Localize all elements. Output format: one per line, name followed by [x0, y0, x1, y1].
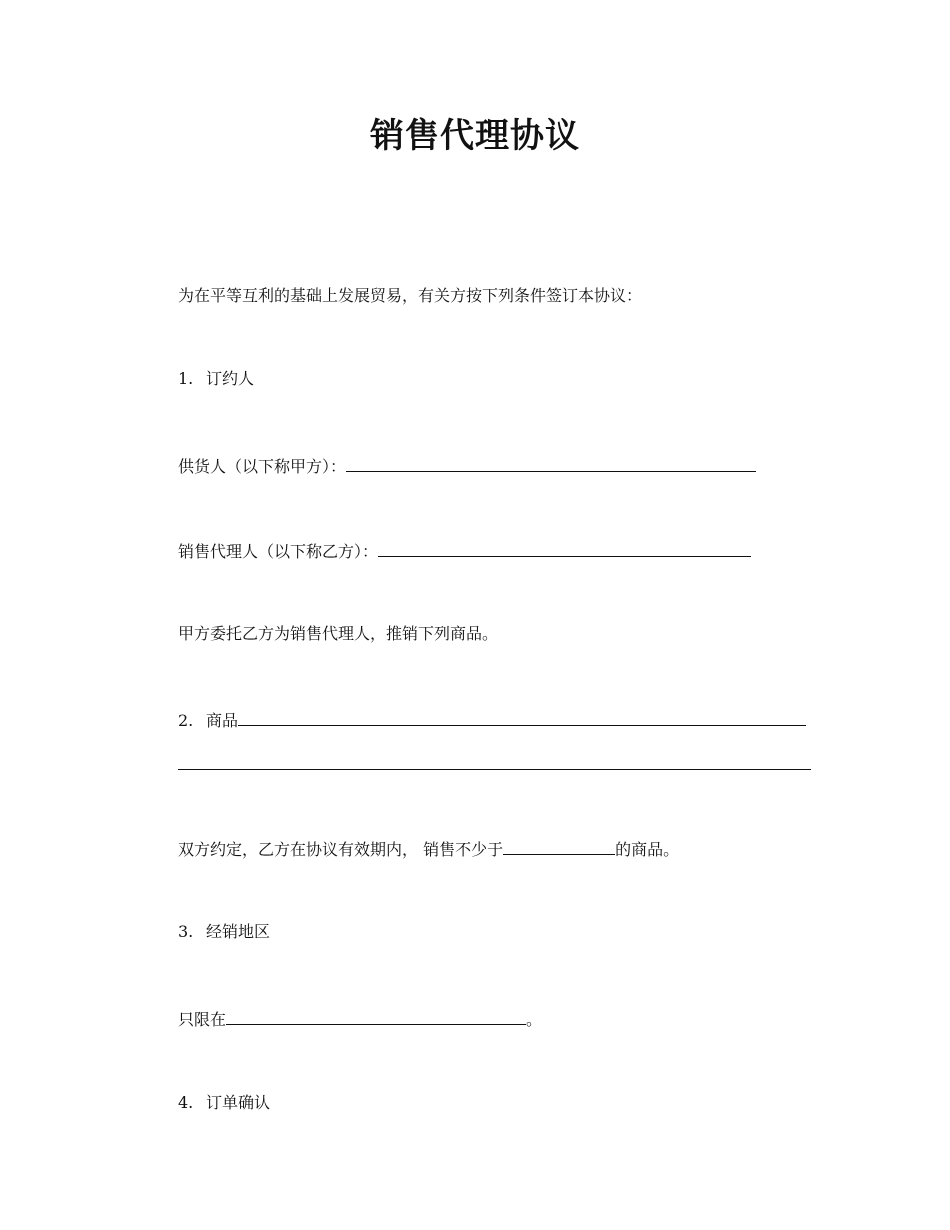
- minimum-sales-suffix: 的商品。: [615, 840, 680, 859]
- section-heading-3: [178, 920, 270, 944]
- section-title: 订单确认: [206, 1093, 271, 1112]
- section-title: 商品: [206, 711, 239, 730]
- section-heading-2: [178, 707, 806, 731]
- minimum-sales-line: [178, 836, 679, 860]
- entrust-paragraph: 甲方委托乙方为销售代理人，推销下列商品。: [178, 624, 499, 643]
- territory-line: [178, 1006, 542, 1030]
- territory-suffix: 。: [526, 1010, 543, 1029]
- supplier-label: 供货人（以下称甲方）：: [178, 457, 347, 476]
- agent-label: 销售代理人（以下称乙方）：: [178, 542, 379, 561]
- territory-prefix: 只限在: [178, 1010, 227, 1029]
- section-number: 4.: [178, 1093, 194, 1112]
- goods-blank[interactable]: [238, 707, 806, 726]
- intro-paragraph: 为在平等互利的基础上发展贸易，有关方按下列条件签订本协议：: [178, 286, 643, 305]
- section-number: 1.: [178, 369, 194, 388]
- minimum-sales-blank[interactable]: [503, 836, 615, 855]
- section-number: 2.: [178, 711, 194, 730]
- supplier-line: [178, 453, 756, 477]
- section-number: 3.: [178, 922, 194, 941]
- territory-blank[interactable]: [226, 1006, 526, 1025]
- agent-line: [178, 538, 751, 562]
- agent-blank[interactable]: [378, 538, 751, 557]
- document-title: 销售代理协议: [370, 116, 580, 156]
- section-heading-1: [178, 367, 254, 391]
- goods-blank-line-2[interactable]: [178, 769, 811, 770]
- minimum-sales-prefix: 双方约定，乙方在协议有效期内， 销售不少于: [178, 840, 504, 859]
- section-title: 订约人: [206, 369, 255, 388]
- supplier-blank[interactable]: [346, 453, 756, 472]
- section-heading-4: [178, 1091, 270, 1115]
- section-title: 经销地区: [206, 922, 271, 941]
